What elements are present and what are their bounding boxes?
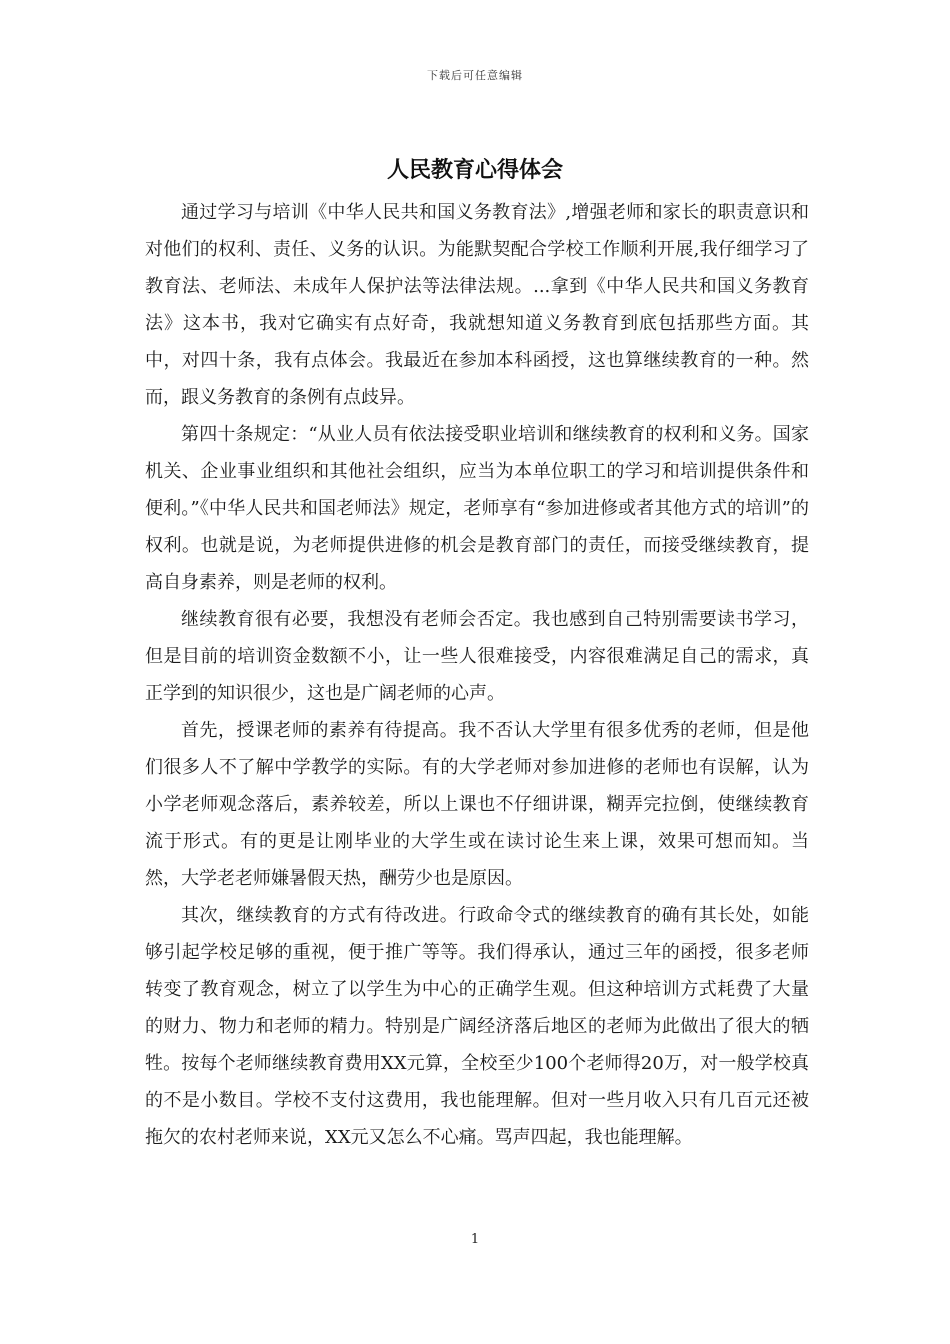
paragraph: 其次，继续教育的方式有待改进。行政命令式的继续教育的确有其长处，如能够引起学校足够的重视，便于推广等等。我们得承认，通过三年的函授，很多老师转变了教育观念，树立了以学生为中心的正确学生观。但这种培训方式耗费了大量的财力、物力和老师的精力。特别是广阔经济落后地区的老师为此做出了很大的牺牲。按每个老师继续教育费用XX元算，全校至少100个老师得20万，对一般学校真的不是小数目。学校不支付这费用，我也能理解。但对一些月收入只有几百元还被拖欠的农村老师来说，XX元又怎么不心痛。骂声四起，我也能理解。 [145, 905, 809, 1148]
paragraph: 首先，授课老师的素养有待提高。我不否认大学里有很多优秀的老师，但是他们很多人不了解中学教学的实际。有的大学老师对参加进修的老师也有误解，认为小学老师观念落后，素养较差，所以上课也不仔细讲课，糊弄完拉倒，使继续教育流于形式。有的更是让刚毕业的大学生或在读讨论生来上课，效果可想而知。当然，大学老老师嫌暑假天热，酬劳少也是原因。 [145, 720, 809, 889]
header-note: 下载后可任意编辑 [427, 69, 523, 82]
paragraph: 继续教育很有必要，我想没有老师会否定。我也感到自己特别需要读书学习，但是目前的培训资金数额不小，让一些人很难接受，内容很难满足自己的需求，真正学到的知识很少，这也是广阔老师的心声。 [145, 609, 809, 704]
document-body [145, 194, 809, 1156]
paragraph: 通过学习与培训《中华人民共和国义务教育法》,增强老师和家长的职责意识和对他们的权利、责任、义务的认识。为能默契配合学校工作顺利开展,我仔细学习了教育法、老师法、未成年人保护法等法律法规。...拿到《中华人民共和国义务教育法》这本书，我对它确实有点好奇，我就想知道义务教育到底包括那些方面。其中，对四十条，我有点体会。我最近在参加本科函授，这也算继续教育的一种。然而，跟义务教育的条例有点歧异。 [145, 202, 809, 408]
document-title: 人民教育心得体会 [386, 158, 563, 183]
paragraph: 第四十条规定：“从业人员有依法接受职业培训和继续教育的权利和义务。国家机关、企业事业组织和其他社会组织，应当为本单位职工的学习和培训提供条件和便利。”《中华人民共和国老师法》规定，老师享有“参加进修或者其他方式的培训”的权利。也就是说，为老师提供进修的机会是教育部门的责任，而接受继续教育，提高自身素养，则是老师的权利。 [145, 424, 809, 593]
page-number: 1 [470, 1232, 480, 1247]
